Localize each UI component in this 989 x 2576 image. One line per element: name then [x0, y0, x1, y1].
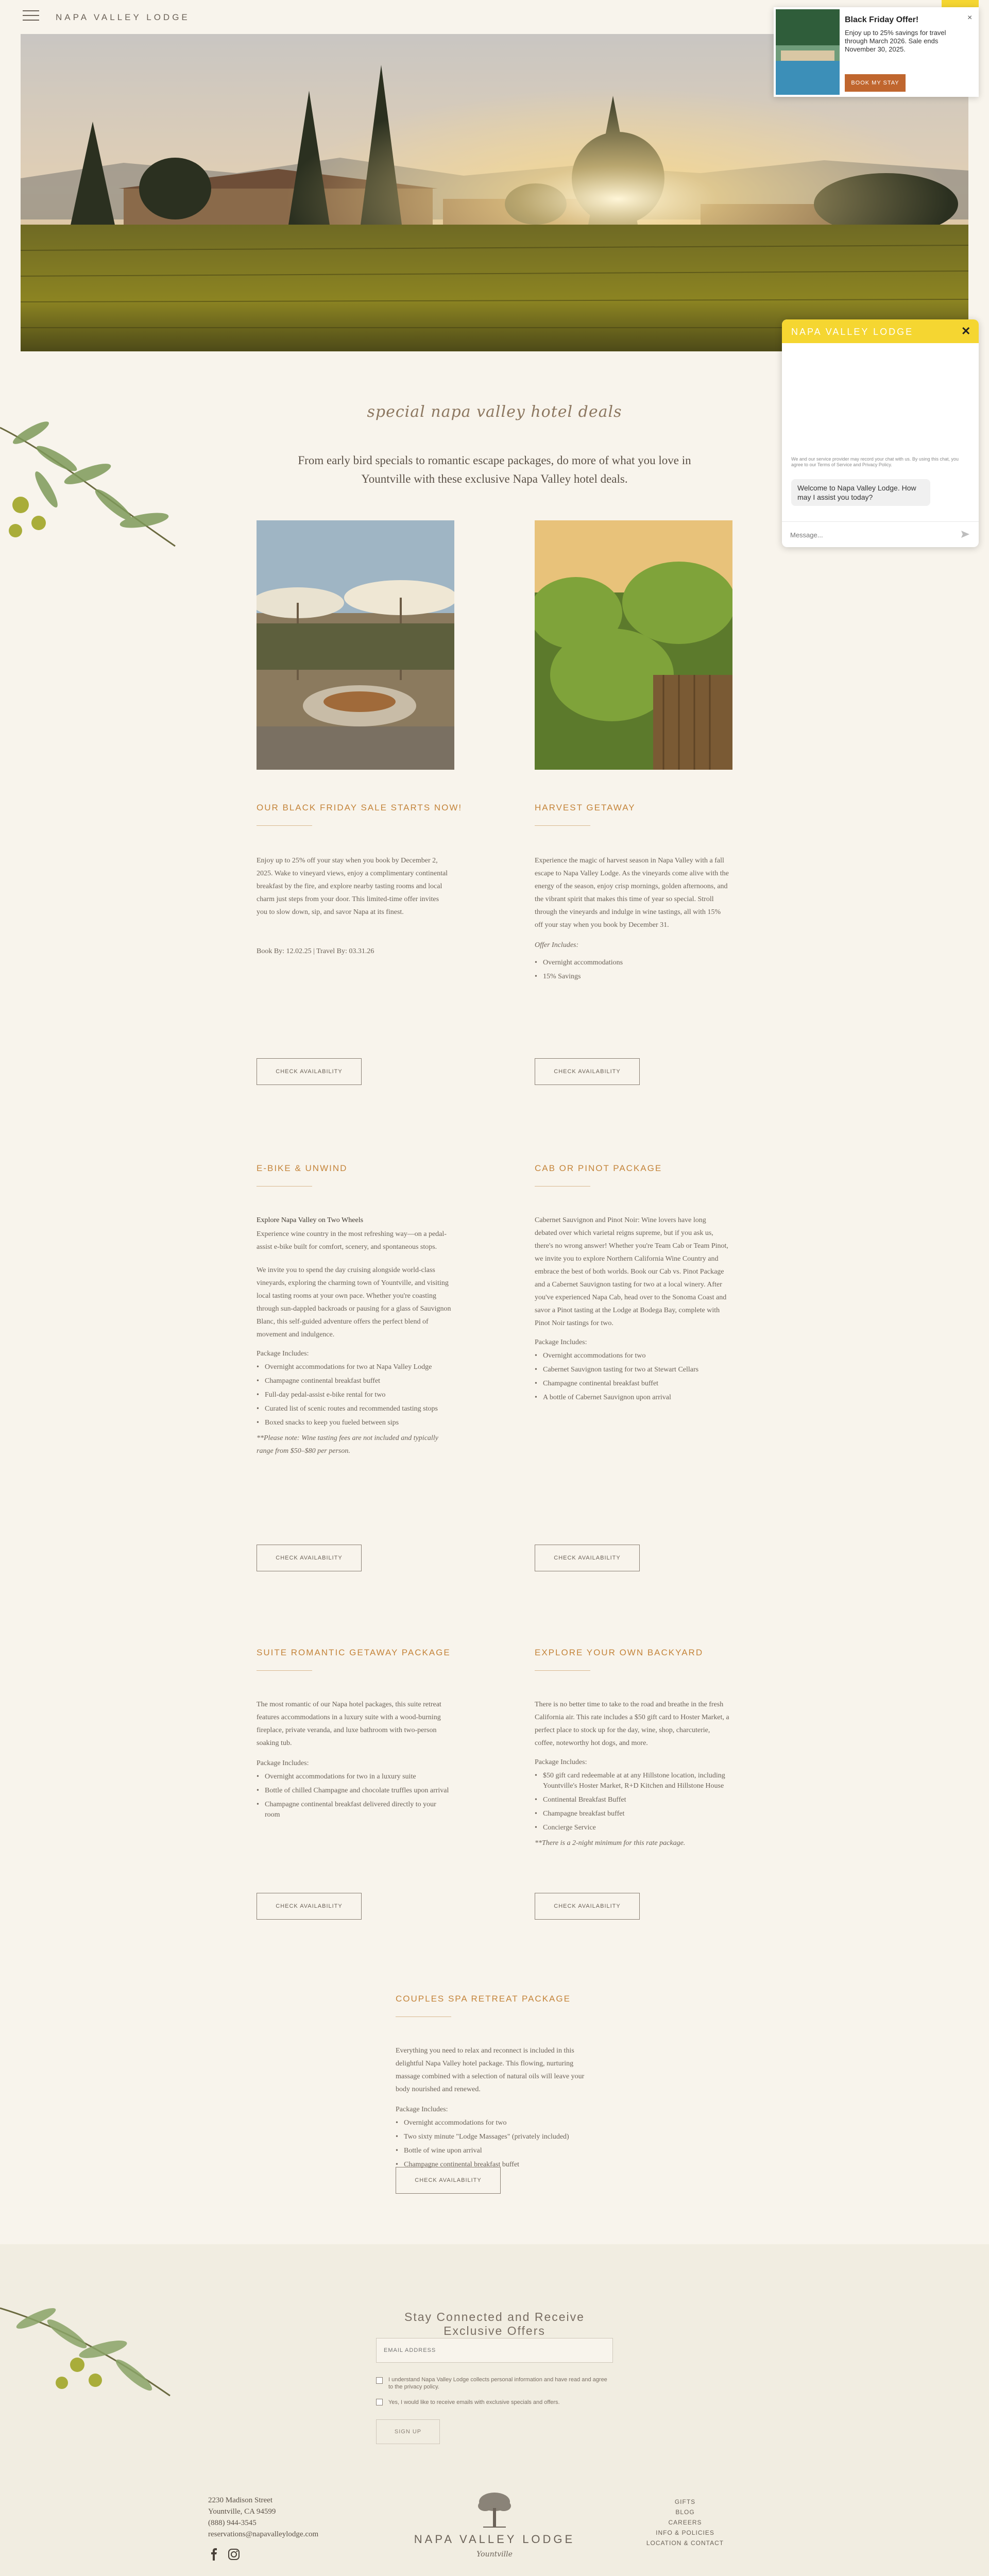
list-item: • Champagne continental breakfast buffet [535, 1379, 729, 1389]
deal-description: We invite you to spend the day cruising alongside world-class vineyards, exploring the charming town of Yountville, and visiting local tasting rooms at your own pace. Whether you're coasting through sun-dappled backroads or pausing for a glass of Sauvignon Blanc, this self-guided adventure offers the perfect blend of movement and indulgence. [257, 1266, 451, 1338]
deal-title: OUR BLACK FRIDAY SALE STARTS NOW! [257, 803, 463, 812]
offer-list [257, 1772, 451, 1820]
title-divider [535, 825, 590, 826]
footer-link-blog[interactable]: BLOG [675, 2509, 695, 2516]
promo-accent-bar [942, 0, 979, 7]
title-divider [257, 1670, 312, 1671]
title-divider [257, 1186, 312, 1187]
list-item: • Overnight accommodations [535, 958, 729, 968]
offer-label: Package Includes: [257, 1759, 309, 1767]
chat-disclaimer: We and our service provider may record your chat with us. By using this chat, you agree to our Terms of Service and Privacy Policy. [791, 456, 959, 467]
offer-label: Package Includes: [535, 1338, 587, 1346]
phone-link[interactable]: (888) 944-3545 [208, 2519, 257, 2527]
deal-body [396, 2044, 590, 2174]
list-item: • Overnight accommodations for two [396, 2118, 590, 2128]
list-item: • Two sixty minute "Lodge Massages" (privately included) [396, 2132, 590, 2142]
email-optin-label: Yes, I would like to receive emails with exclusive specials and offers. [388, 2399, 560, 2405]
offer-label: Package Includes: [396, 2106, 448, 2113]
olive-branch-decoration [0, 397, 185, 592]
deal-title: CAB OR PINOT PACKAGE [535, 1163, 662, 1173]
deal-image-vineyard [535, 520, 732, 770]
list-item: • Champagne continental breakfast buffet [257, 1376, 451, 1386]
title-divider [257, 825, 312, 826]
title-divider [535, 1186, 590, 1187]
list-item: • Bottle of wine upon arrival [396, 2146, 590, 2156]
check-availability-button[interactable]: CHECK AVAILABILITY [257, 1058, 362, 1085]
chat-close-icon[interactable]: ✕ [961, 325, 971, 337]
list-item: • $50 gift card redeemable at at any Hillstone location, including Yountville's Hoster Market, R+D Kitchen and Hillstone House [535, 1771, 729, 1791]
footer-nav [634, 2497, 737, 2548]
olive-branch-decoration [0, 2287, 175, 2421]
list-item: • Overnight accommodations for two in a luxury suite [257, 1772, 451, 1782]
deal-description: There is no better time to take to the road and breathe in the fresh California air. This rate includes a $50 gift card to Hoster Market, a perfect place to stock up for the day, wine, shop, charcuterie, coffee, noteworthy hot dogs, and more. [535, 1701, 729, 1747]
newsletter-title: Stay Connected and Receive Exclusive Offers [404, 2310, 585, 2337]
list-item: • Continental Breakfast Buffet [535, 1795, 729, 1805]
list-item: • Overnight accommodations for two at Napa Valley Lodge [257, 1362, 451, 1372]
deal-note: **Please note: Wine tasting fees are not included and typically range from $50–$80 per person. [257, 1434, 438, 1455]
offer-list [535, 958, 729, 982]
city-address: Yountville, CA 94599 [208, 2507, 276, 2516]
chat-input-area [782, 521, 979, 547]
deal-subtitle: Explore Napa Valley on Two Wheels [257, 1216, 364, 1224]
deal-note: **There is a 2-night minimum for this rate package. [535, 1839, 686, 1847]
send-icon[interactable] [960, 529, 970, 539]
offer-list [396, 2118, 590, 2170]
deal-dates: Book By: 12.02.25 | Travel By: 03.31.26 [257, 947, 374, 955]
list-item: • A bottle of Cabernet Sauvignon upon arrival [535, 1393, 729, 1403]
deal-body [257, 1214, 451, 1464]
deal-description: Enjoy up to 25% off your stay when you book by December 2, 2025. Wake to vineyard views, enjoy a complimentary continental breakfast by the fire, and explore nearby tasting rooms and local charm just steps from your door. This limited-time offer invites you to slow down, sip, and savor Napa at its finest. [257, 857, 448, 916]
offer-list [257, 1362, 451, 1428]
email-link[interactable]: reservations@napavalleylodge.com [208, 2530, 319, 2538]
deal-body [535, 854, 729, 986]
promo-text: Enjoy up to 25% savings for travel through March 2026. Sale ends November 30, 2025. [845, 29, 946, 53]
hamburger-menu-icon[interactable] [23, 10, 39, 22]
footer-address [208, 2495, 318, 2540]
offer-list [535, 1771, 729, 1833]
close-icon[interactable]: × [967, 13, 973, 22]
email-optin-checkbox[interactable] [376, 2399, 383, 2405]
deal-body [535, 1214, 729, 1406]
footer-link-gifts[interactable]: GIFTS [674, 2498, 696, 2505]
promo-image [776, 9, 840, 95]
list-item: • Champagne continental breakfast delivered directly to your room [257, 1800, 451, 1820]
list-item: • Boxed snacks to keep you fueled between sips [257, 1418, 451, 1428]
footer-logo[interactable]: NAPA VALLEY LODGE [414, 2533, 575, 2546]
list-item: • Full-day pedal-assist e-bike rental for two [257, 1390, 451, 1400]
list-item: • Champagne breakfast buffet [535, 1809, 729, 1819]
privacy-consent-label: I understand Napa Valley Lodge collects personal information and have read and agree to the privacy policy. [388, 2377, 607, 2390]
privacy-consent-checkbox[interactable] [376, 2377, 383, 2384]
deal-body [535, 1698, 729, 1856]
deal-description: Experience the magic of harvest season in Napa Valley with a fall escape to Napa Valley Lodge. As the vineyards come alive with the energy of the season, enjoy crisp mornings, golden afternoons, and the vibrant spirit that makes this time of year so special. Stroll through the vineyards and indulge in wine tastings, all with 15% off your stay when you book by December 31. [535, 857, 729, 929]
chat-widget [782, 319, 979, 547]
chat-title: NAPA VALLEY LODGE [791, 327, 914, 337]
offer-label: Offer Includes: [535, 941, 579, 949]
footer-link-location-contact[interactable]: LOCATION & CONTACT [646, 2539, 724, 2547]
street-address: 2230 Madison Street [208, 2496, 272, 2504]
check-availability-button[interactable]: CHECK AVAILABILITY [396, 2167, 501, 2194]
deal-title: E-BIKE & UNWIND [257, 1163, 348, 1173]
black-friday-popup [774, 7, 979, 97]
check-availability-button[interactable]: CHECK AVAILABILITY [257, 1893, 362, 1920]
intro-script-title: special napa valley hotel deals [367, 403, 622, 421]
instagram-icon[interactable] [228, 2548, 240, 2561]
email-field[interactable] [376, 2338, 613, 2363]
book-my-stay-button[interactable]: BOOK MY STAY [845, 74, 906, 92]
title-divider [535, 1670, 590, 1671]
intro-text: From early bird specials to romantic escape packages, do more of what you love in Yountville with these exclusive Napa Valley hotel deals. [298, 454, 691, 485]
title-divider [396, 2016, 451, 2017]
footer-link-info-policies[interactable]: INFO & POLICIES [656, 2529, 714, 2536]
deal-description: The most romantic of our Napa hotel packages, this suite retreat features accommodations in a luxury suite with a wood-burning fireplace, private veranda, and luxe bathroom with two-person soaking tub. [257, 1701, 441, 1747]
deal-description: Experience wine country in the most refreshing way—on a pedal-assist e-bike built for comfort, scenery, and spontaneous stops. [257, 1230, 447, 1251]
offer-label: Package Includes: [257, 1350, 309, 1358]
check-availability-button[interactable]: CHECK AVAILABILITY [535, 1058, 640, 1085]
deal-title: SUITE ROMANTIC GETAWAY PACKAGE [257, 1648, 451, 1657]
list-item: • Curated list of scenic routes and recommended tasting stops [257, 1404, 451, 1414]
lodge-tree-logo-icon [473, 2490, 516, 2531]
deal-image-patio [257, 520, 454, 770]
list-item: • 15% Savings [535, 972, 729, 982]
deal-title: EXPLORE YOUR OWN BACKYARD [535, 1648, 704, 1657]
deal-description: Cabernet Sauvignon and Pinot Noir: Wine lovers have long debated over which varietal reigns supreme, but if you ask us, there's no wrong answer! Whether you're Team Cab or Team Pinot, we invite you to explore Northern California Wine Country and embrace the best of both worlds. Book our Cab vs. Pinot Package and a Cabernet Sauvignon tasting for two at a local winery. After you've experienced Napa Cab, head over to the Sonoma Coast and savor a Pinot tasting at the Lodge at Bodega Bay, complete with Pinot Noir tastings for two. [535, 1216, 728, 1327]
deal-body [257, 1698, 451, 1824]
deal-title: COUPLES SPA RETREAT PACKAGE [396, 1994, 571, 2004]
list-item: • Champagne continental breakfast buffet [396, 2160, 590, 2170]
list-item: • Overnight accommodations for two [535, 1351, 729, 1361]
chat-greeting-message: Welcome to Napa Valley Lodge. How may I assist you today? [791, 479, 930, 506]
check-availability-button[interactable]: CHECK AVAILABILITY [535, 1893, 640, 1920]
deal-title: HARVEST GETAWAY [535, 803, 636, 812]
list-item: • Cabernet Sauvignon tasting for two at Stewart Cellars [535, 1365, 729, 1375]
deal-body [257, 854, 451, 925]
deal-description: Everything you need to relax and reconnect is included in this delightful Napa Valley hotel package. This flowing, nurturing massage combined with a selection of natural oils will leave your body nourished and renewed. [396, 2047, 585, 2093]
offer-label: Package Includes: [535, 1758, 587, 1766]
list-item: • Concierge Service [535, 1823, 729, 1833]
offer-list [535, 1351, 729, 1403]
footer-logo-script: Yountville [476, 2550, 513, 2558]
check-availability-button[interactable]: CHECK AVAILABILITY [257, 1545, 362, 1571]
footer-link-careers[interactable]: CAREERS [668, 2519, 702, 2526]
site-logo[interactable]: NAPA VALLEY LODGE [56, 12, 190, 22]
facebook-icon[interactable] [208, 2548, 220, 2561]
sign-up-button[interactable]: SIGN UP [376, 2419, 440, 2444]
chat-header [782, 319, 979, 343]
promo-title: Black Friday Offer! [845, 15, 919, 24]
list-item: • Bottle of chilled Champagne and chocolate truffles upon arrival [257, 1786, 451, 1796]
chat-message-input[interactable] [790, 528, 945, 541]
check-availability-button[interactable]: CHECK AVAILABILITY [535, 1545, 640, 1571]
